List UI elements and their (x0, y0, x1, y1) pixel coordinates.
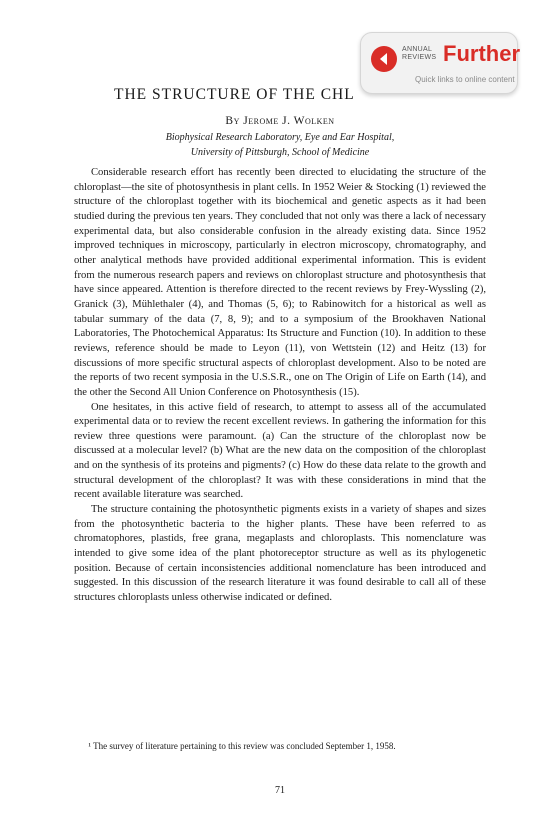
further-arrow-icon (371, 46, 397, 72)
article-author: By Jerome J. Wolken (225, 115, 335, 127)
annual-reviews-label: ANNUAL REVIEWS (402, 46, 437, 61)
further-label: Further (443, 41, 520, 66)
article-body (74, 166, 486, 606)
page-number: 71 (275, 785, 285, 796)
further-badge-link[interactable] (360, 32, 518, 94)
footnote: ¹ The survey of literature pertaining to this review was concluded September 1, 1958. (88, 741, 396, 751)
further-subtitle: Quick links to online content (415, 75, 515, 84)
body-paragraph: One hesitates, in this active field of research, to attempt to assess all of the accumulated experimental data or to review the recent excellent reviews. In gathering the information for this review three questions were paramount. (a) Can the structure of the chloroplast now be discussed at a molecular level? (b) What are the new data on the composition of the chloroplast and on the synthesis of its proteins and pigments? (c) How do these data relate to the growth and structural development of the chloroplast? It was with these considerations in mind that the recent available literature was searched. (74, 401, 486, 501)
body-paragraph: Considerable research effort has recently been directed to elucidating the structure of the chloroplast—the site of photosynthesis in plant cells. In 1952 Weier & Stocking (1) reviewed the structure of the chloroplast together with its biochemical and genetic aspects as it had been studied during the previous ten years. They concluded that not only was there a lack of necessary experimental data, but also considerable confusion in the already existing data. Since 1952 improved techniques in microscopy, particularly in electron microscopy, chromatography, and other analytical methods have provided additional experimental information. This is evident from the numerous research papers and reviews on chloroplast structure and photosynthesis that have since appeared. Attention is therefore directed to the recent reviews by Frey-Wyssling (2), Granick (3), Mühlethaler (4), and Thomas (5, 6); to Rabinowitch for a historical as well as tabular summary of the data (7, 8, 9); and to a symposium of the Brookhaven National Laboratories, The Photochemical Apparatus: Its Structure and Function (10). In addition to these reviews, reference should be made to Leyon (11), von Wettstein (12) and Heitz (13) for discussions of more specific structural aspects of chloroplast development. Also to be noted are the reports of two recent symposia in the U.S.S.R., one on The Origin of Life on Earth (14), and the other the Second All Union Conference on Photosynthesis (15). (74, 167, 486, 398)
article-title: THE STRUCTURE OF THE CHL (114, 86, 355, 103)
body-paragraph: The structure containing the photosynthetic pigments exists in a variety of shapes and sizes from the photosynthetic bacteria to the higher plants. These have been referred to as chromatophores, plastids, free grana, megaplasts and chloroplasts. This nomenclature was intended to give some idea of the plant photoreceptor structure as well as its phylogenetic position. Because of certain inconsistencies additional nomenclature has been introduced and suggested. In this discussion of the research literature it was found desirable to call all of these structures chloroplasts unless otherwise indicated or defined. (74, 504, 486, 604)
author-institution: University of Pittsburgh, School of Medicine (190, 147, 370, 158)
author-affiliation: Biophysical Research Laboratory, Eye and Ear Hospital, (165, 132, 395, 143)
